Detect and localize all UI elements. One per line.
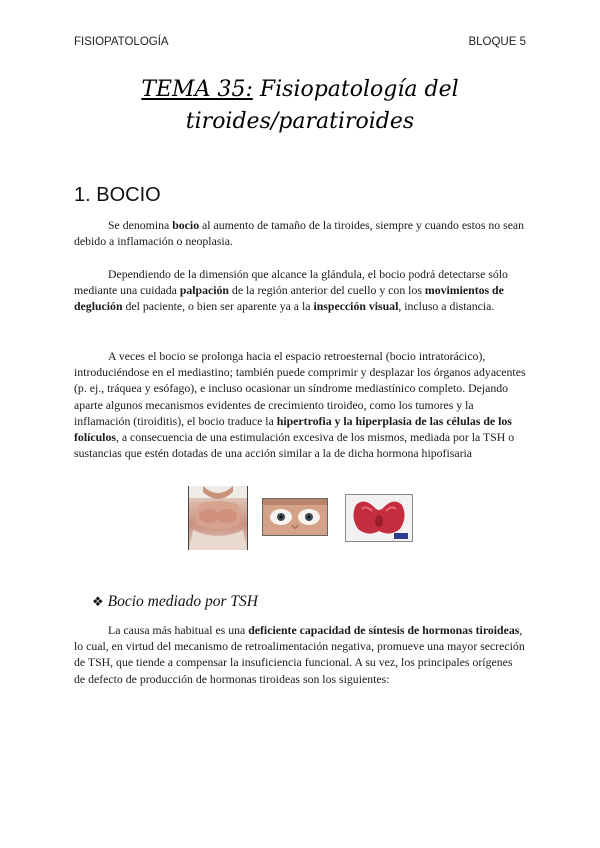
exophthalmos-photo <box>262 498 328 536</box>
title-line-1 <box>74 74 526 106</box>
section-heading: 1. BOCIO <box>74 184 161 206</box>
goiter-neck-photo <box>188 486 248 550</box>
page-title <box>74 74 526 138</box>
subsection-heading <box>92 593 258 611</box>
diamond-bullet-icon: ❖ <box>92 594 104 609</box>
goiter-image-row <box>0 486 600 552</box>
header-subject: FISIOPATOLOGÍA <box>74 36 169 48</box>
title-line1-rest: Fisiopatología del <box>252 77 459 102</box>
subsection-title: Bocio mediado por TSH <box>107 593 258 610</box>
topic-number: TEMA 35: <box>141 77 253 102</box>
title-line-2: tiroides/paratiroides <box>185 109 415 134</box>
paragraph-bocio-extension: A veces el bocio se prolonga hacia el espacio retroesternal (bocio intratorácico), introduciéndose en el mediastino; también puede comprimir y desplazar los órganos adyacentes (p. ej., tráquea y esófago), e incluso ocasionar un síndrome mediastínico completo. Dejando aparte algunos mecanismos evidentes de crecimiento tiroideo, como los tumores y la inflamación (tiroiditis), el bocio traduce la hipertrofia y la hiperplasia de las células de los folículos, a consecuencia de una estimulación excesiva de los mismos, mediada por la TSH o sustancias que estén dotadas de una acción similar a la de dicha hormona hipofisaria <box>74 349 526 461</box>
paragraph-bocio-detection: Dependiendo de la dimensión que alcance la glándula, el bocio podrá detectarse sólo mediante una cuidada palpación de la región anterior del cuello y con los movimientos de deglución del paciente, o bien ser aparente ya a la inspección visual, incluso a distancia. <box>74 267 508 314</box>
header-block: BLOQUE 5 <box>468 36 526 48</box>
thyroid-gland-photo <box>345 494 413 542</box>
paragraph-bocio-definition: Se denomina bocio al aumento de tamaño de la tiroides, siempre y cuando estos no sean debido a inflamación o neoplasia. <box>74 218 525 249</box>
paragraph-tsh-goiter: La causa más habitual es una deficiente capacidad de síntesis de hormonas tiroideas, lo cual, en virtud del mecanismo de retroalimentación negativa, promueve una mayor secreción de TSH, que tiende a compensar la insuficiencia funcional. A su vez, los principales orígenes de defecto de producción de hormonas tiroideas son los siguientes: <box>74 623 525 686</box>
